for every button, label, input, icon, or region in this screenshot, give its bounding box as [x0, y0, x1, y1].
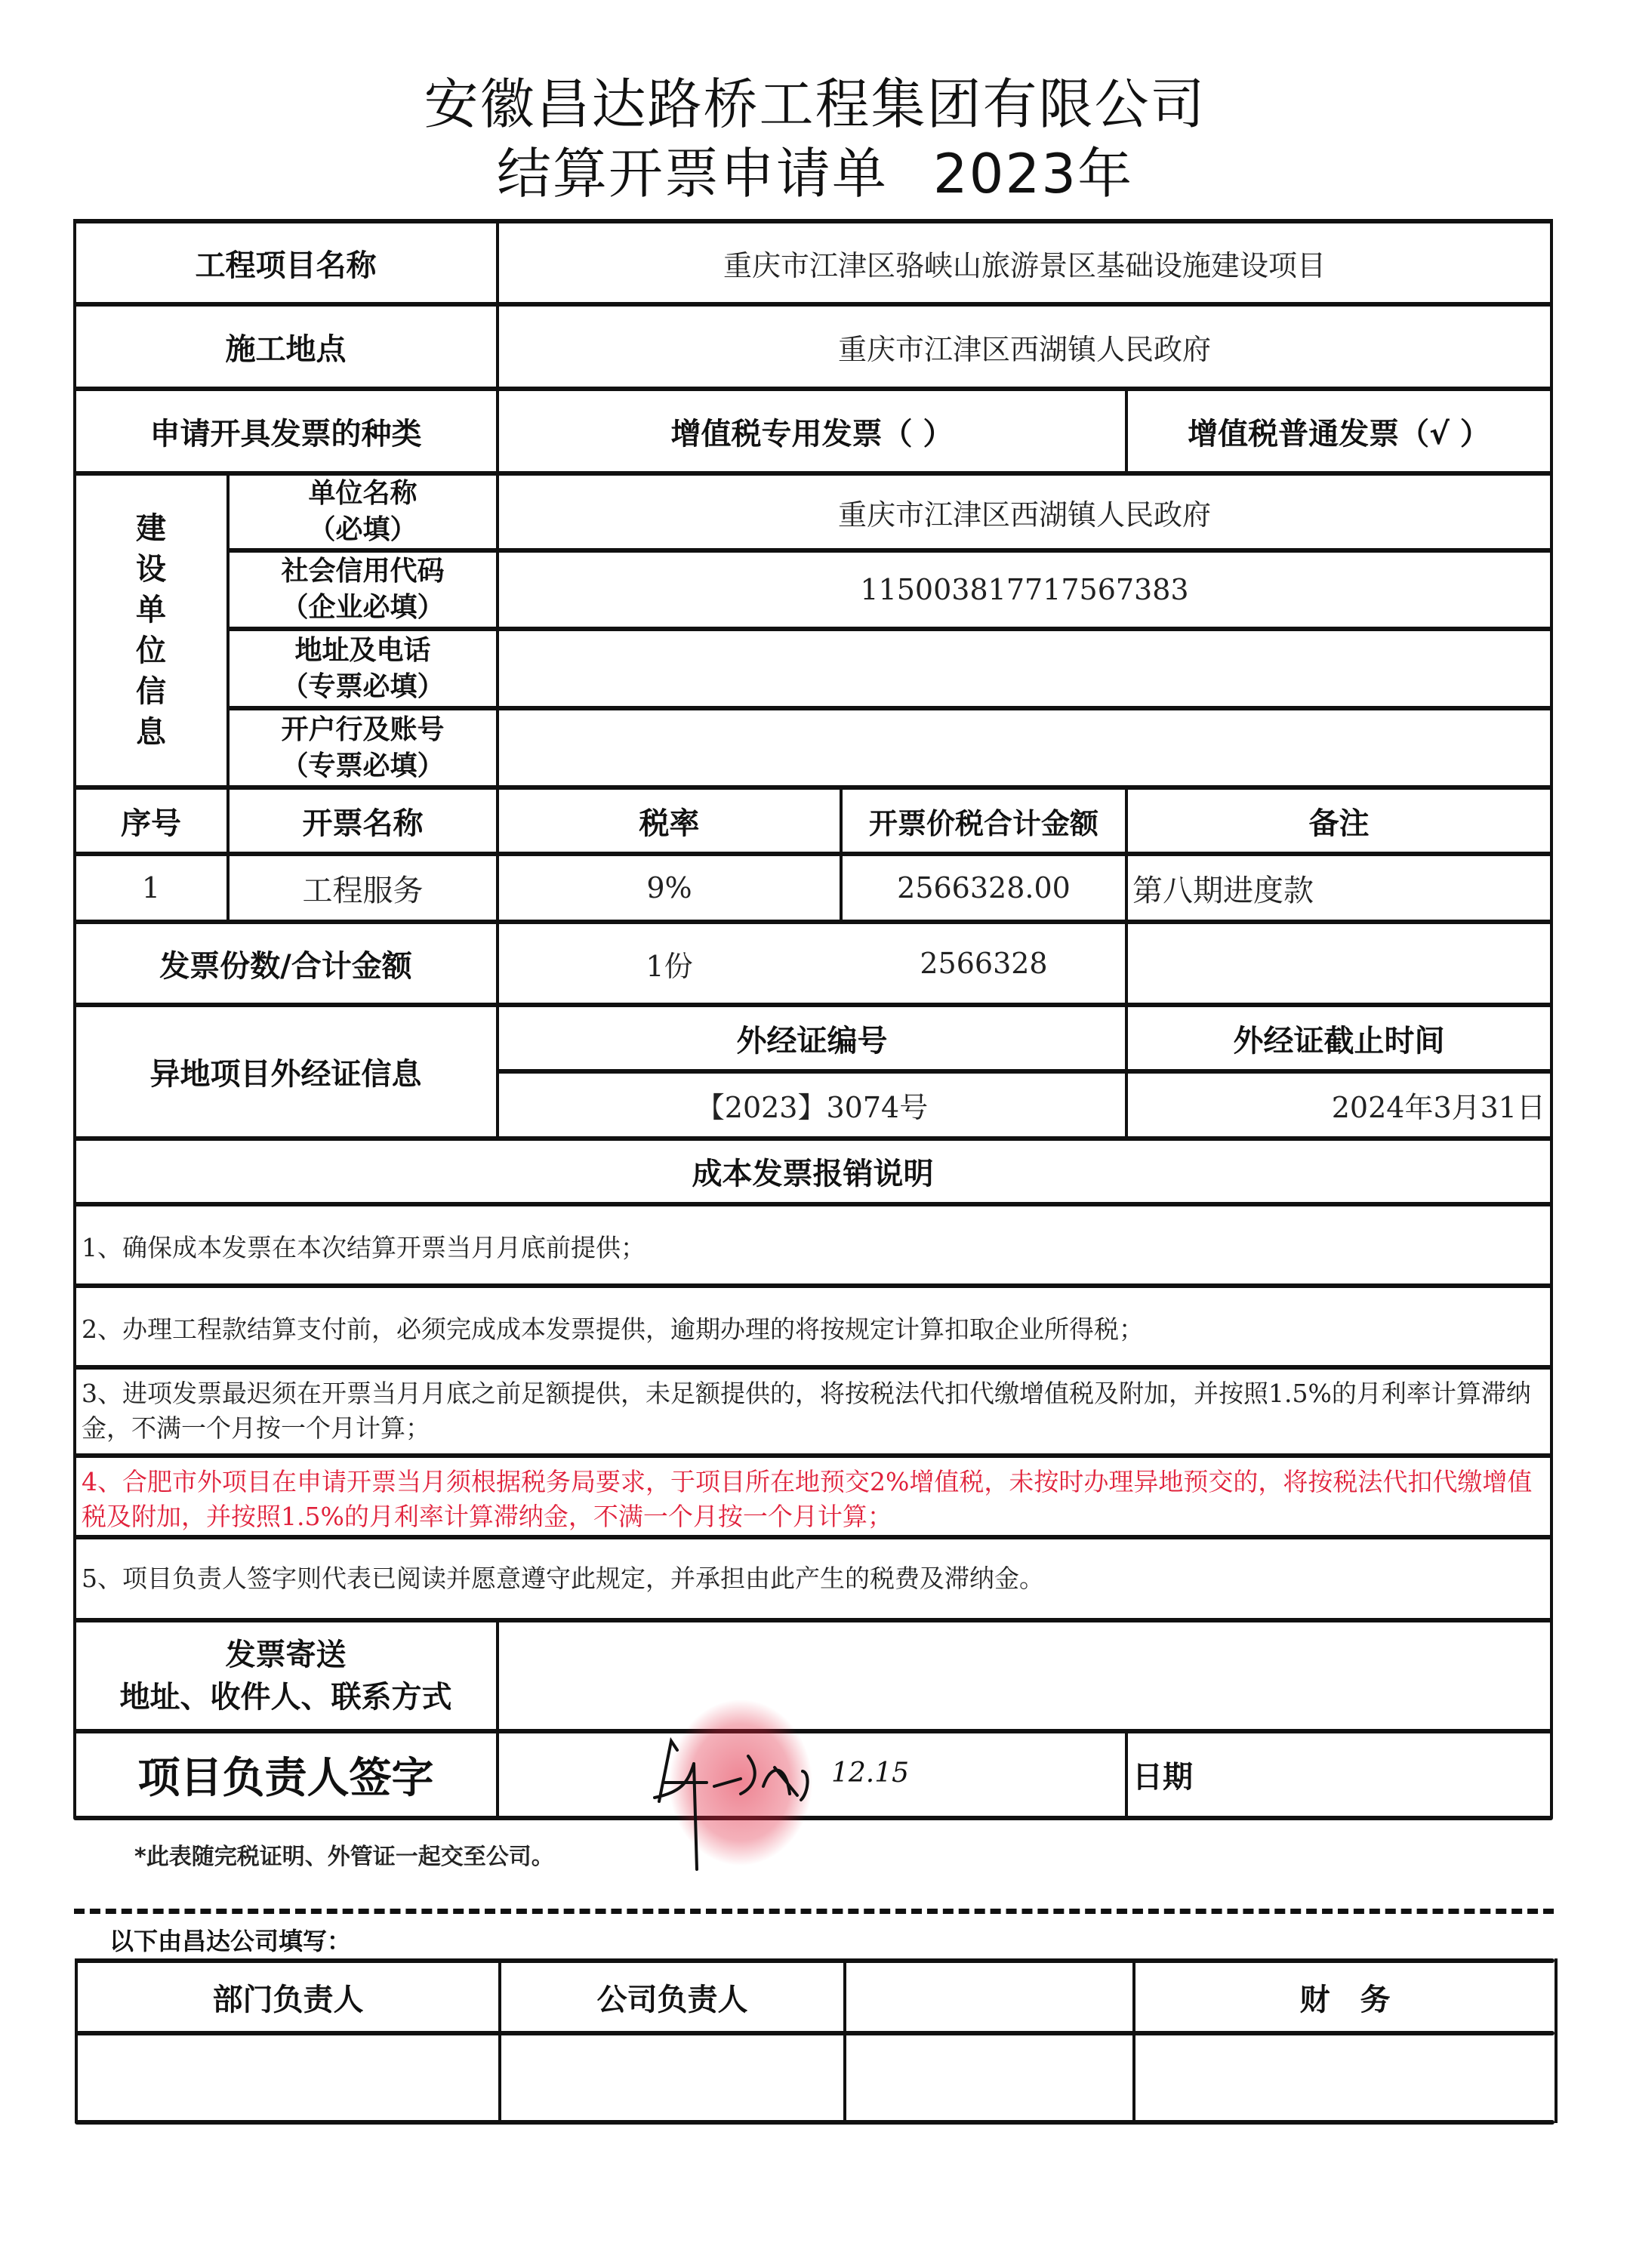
note-4-warning: 4、合肥市外项目在申请开票当月须根据税务局要求，于项目所在地预交2%增值税，未按时办理异地预交的，将按税法代扣代缴增值税及附加，并按照1.5%的月利率计算滞纳金，不满一个月按一个月计算； — [82, 1467, 1533, 1531]
date-label: 日期 — [1132, 1760, 1193, 1795]
finance-field[interactable] — [1135, 2035, 1555, 2120]
form-title — [0, 130, 1630, 208]
group-char: 设 — [136, 552, 166, 587]
signature-date: 12.15 — [831, 1758, 910, 1789]
label-sub: （专票必填） — [281, 750, 445, 781]
group-char: 单 — [136, 593, 166, 627]
label-sub: （企业必填） — [281, 592, 445, 623]
site-label: 施工地点 — [225, 331, 347, 367]
note-2: 2、办理工程款结算支付前，必须完成成本发票提供，逾期办理的将按规定计算扣取企业所得税； — [82, 1314, 1144, 1344]
row-divider — [73, 1365, 1553, 1370]
signature-field[interactable] — [499, 1733, 1125, 1816]
invoice-type-special-checkbox[interactable]: 增值税专用发票（ ） — [670, 416, 954, 451]
total-count[interactable]: 1份 — [646, 949, 693, 983]
label-main: 发票寄送 — [225, 1637, 347, 1672]
external-cert-label: 异地项目外经证信息 — [149, 1057, 422, 1092]
date-field[interactable] — [1223, 1733, 1550, 1816]
form-title-text: 结算开票申请单 — [496, 142, 888, 205]
cert-no-value[interactable]: 【2023】3074号 — [695, 1091, 929, 1124]
row-amount[interactable]: 2566328.00 — [897, 871, 1071, 904]
dept-head-header: 部门负责人 — [212, 1982, 364, 2017]
row-name[interactable]: 工程服务 — [302, 873, 424, 908]
cert-no-header: 外经证编号 — [736, 1023, 888, 1059]
cert-deadline-header: 外经证截止时间 — [1233, 1023, 1445, 1059]
label-main: 地址及电话 — [294, 634, 431, 666]
company-section-intro: 以下由昌达公司填写： — [109, 1927, 352, 1955]
dept-head-field[interactable] — [78, 2035, 498, 2120]
unit-name-label — [230, 476, 496, 548]
row-remark[interactable]: 第八期进度款 — [1132, 873, 1314, 908]
note-5: 5、项目负责人签字则代表已阅读并愿意遵守此规定，并承担由此产生的税费及滞纳金。 — [82, 1564, 1044, 1593]
label-sub: （专票必填） — [281, 670, 445, 702]
site-value[interactable]: 重庆市江津区西湖镇人民政府 — [837, 332, 1211, 366]
total-label: 发票份数/合计金额 — [159, 948, 412, 984]
company-head-field[interactable] — [501, 2035, 843, 2120]
group-char: 息 — [136, 715, 166, 750]
cert-deadline-value[interactable]: 2024年3月31日 — [1331, 1091, 1545, 1124]
company-head-header: 公司负责人 — [596, 1982, 748, 2017]
row-divider — [73, 1535, 1553, 1539]
project-name-value[interactable]: 重庆市江津区骆峡山旅游景区基础设施建设项目 — [723, 248, 1326, 282]
signature-stamp-icon — [499, 1711, 1125, 1862]
invoice-type-normal-checkbox[interactable]: 增值税普通发票（√ ） — [1188, 416, 1490, 451]
total-amount[interactable]: 2566328 — [920, 947, 1048, 980]
total-remark[interactable] — [1128, 924, 1550, 1003]
table-border — [75, 2120, 1555, 2125]
note-3: 3、进项发票最迟须在开票当月月底之前足额提供，未足额提供的，将按税法代扣代缴增值税及附加，并按照1.5%的月利率计算滞纳金，不满一个月按一个月计算； — [82, 1379, 1531, 1443]
label-sub: （必填） — [308, 514, 418, 545]
group-char: 建 — [136, 511, 166, 546]
company-title: 安徽昌达路桥工程集团有限公司 — [424, 72, 1206, 136]
group-char: 位 — [136, 633, 166, 668]
row-divider — [73, 1453, 1553, 1458]
row-no[interactable]: 1 — [141, 871, 161, 904]
note-1: 1、确保成本发票在本次结算开票当月月底前提供； — [82, 1233, 646, 1262]
table-border — [1550, 219, 1553, 1818]
row-rate[interactable]: 9% — [646, 871, 692, 904]
mailing-label — [75, 1622, 496, 1729]
group-char: 信 — [136, 674, 166, 709]
row-divider — [73, 1283, 1553, 1288]
address-phone-field[interactable] — [499, 631, 1550, 706]
col-header-rate: 税率 — [639, 806, 700, 841]
finance-header: 财 务 — [1299, 1982, 1391, 2017]
address-phone-label — [230, 631, 496, 706]
form-year: 2023年 — [932, 142, 1134, 205]
row-divider — [73, 1202, 1553, 1206]
unit-name-field[interactable]: 重庆市江津区西湖镇人民政府 — [837, 498, 1211, 532]
cost-notes-title: 成本发票报销说明 — [692, 1157, 934, 1191]
label-sub: 地址、收件人、联系方式 — [119, 1679, 452, 1715]
label-main: 开户行及账号 — [281, 713, 445, 745]
credit-code-label — [230, 553, 496, 627]
signature-label: 项目负责人签字 — [137, 1753, 434, 1803]
blank-field[interactable] — [846, 2035, 1132, 2120]
builder-info-group-label — [75, 476, 226, 785]
label-main: 单位名称 — [308, 478, 418, 509]
col-header-no: 序号 — [121, 806, 181, 841]
section-separator — [74, 1909, 1554, 1914]
table-border — [1555, 1958, 1558, 2123]
col-divider — [1125, 1729, 1128, 1818]
col-header-remark: 备注 — [1308, 806, 1370, 841]
invoice-type-label: 申请开具发票的种类 — [149, 416, 422, 451]
bank-account-label — [230, 710, 496, 785]
col-header-name: 开票名称 — [302, 806, 424, 841]
footnote: *此表随完税证明、外管证一起交至公司。 — [134, 1844, 554, 1870]
credit-code-field[interactable]: 115003817717567383 — [860, 573, 1189, 606]
col-header-amount: 开票价税合计金额 — [868, 806, 1098, 840]
bank-account-field[interactable] — [499, 710, 1550, 785]
project-name-label: 工程项目名称 — [195, 248, 377, 283]
blank-header — [846, 1963, 1132, 2031]
label-main: 社会信用代码 — [281, 556, 445, 587]
